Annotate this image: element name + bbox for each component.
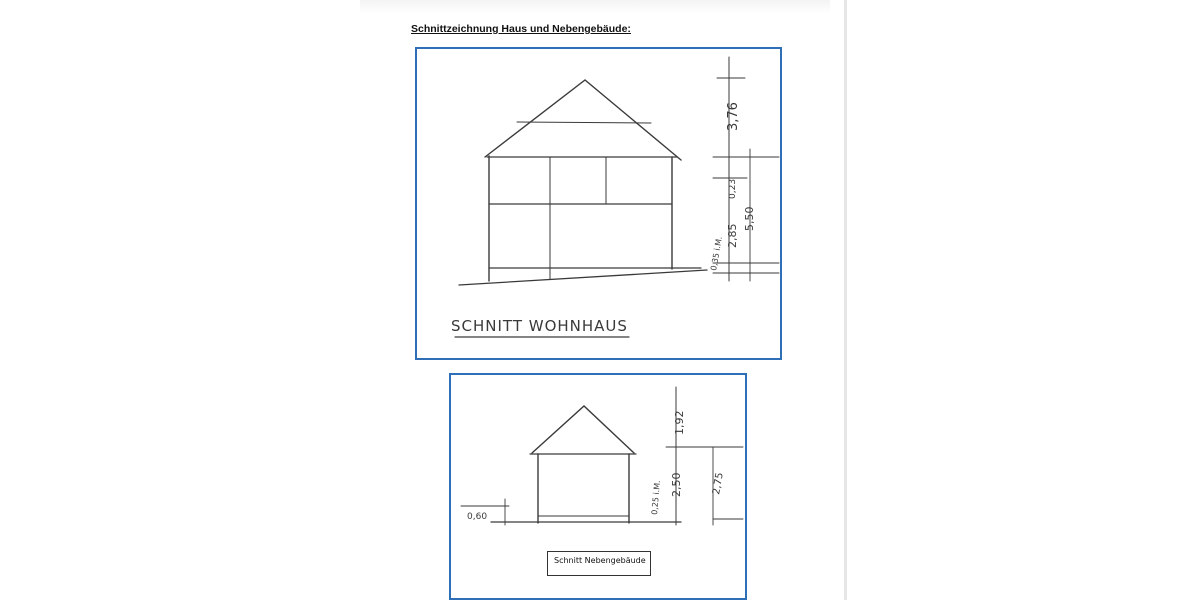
house-roof [485,80,681,160]
section-heading: Schnittzeichnung Haus und Nebengebäude: [411,23,631,35]
annex-caption: Schnitt Nebengebäude [547,551,651,576]
annex-dim-total-height: 2,75 [711,471,726,496]
terrain-line [459,270,707,285]
dim-roof-height: 3,76 [726,102,741,131]
previous-page-edge [360,0,830,14]
dim-knee-wall: 0,23 [728,178,738,199]
annex-dim-wall-height: 2,50 [670,472,683,497]
dim-floor-level: 0,35 i.M. [709,235,724,272]
roof-collar-beam [517,122,651,123]
house-section-sketch [417,49,780,358]
dim-storey-height: 2,85 [726,223,739,248]
dim-total-height: 5,50 [743,206,756,231]
annex-dim-ground-offset: 0,60 [467,512,488,522]
annex-dim-roof-height: 1,92 [673,410,686,435]
house-section-figure [415,47,782,360]
page-right-edge [844,0,847,600]
drawing-title: SCHNITT WOHNHAUS [451,317,628,335]
annex-section-figure [449,373,747,600]
annex-roof [532,406,634,453]
annex-dim-floor-level: 0,25 i.M. [650,479,663,516]
